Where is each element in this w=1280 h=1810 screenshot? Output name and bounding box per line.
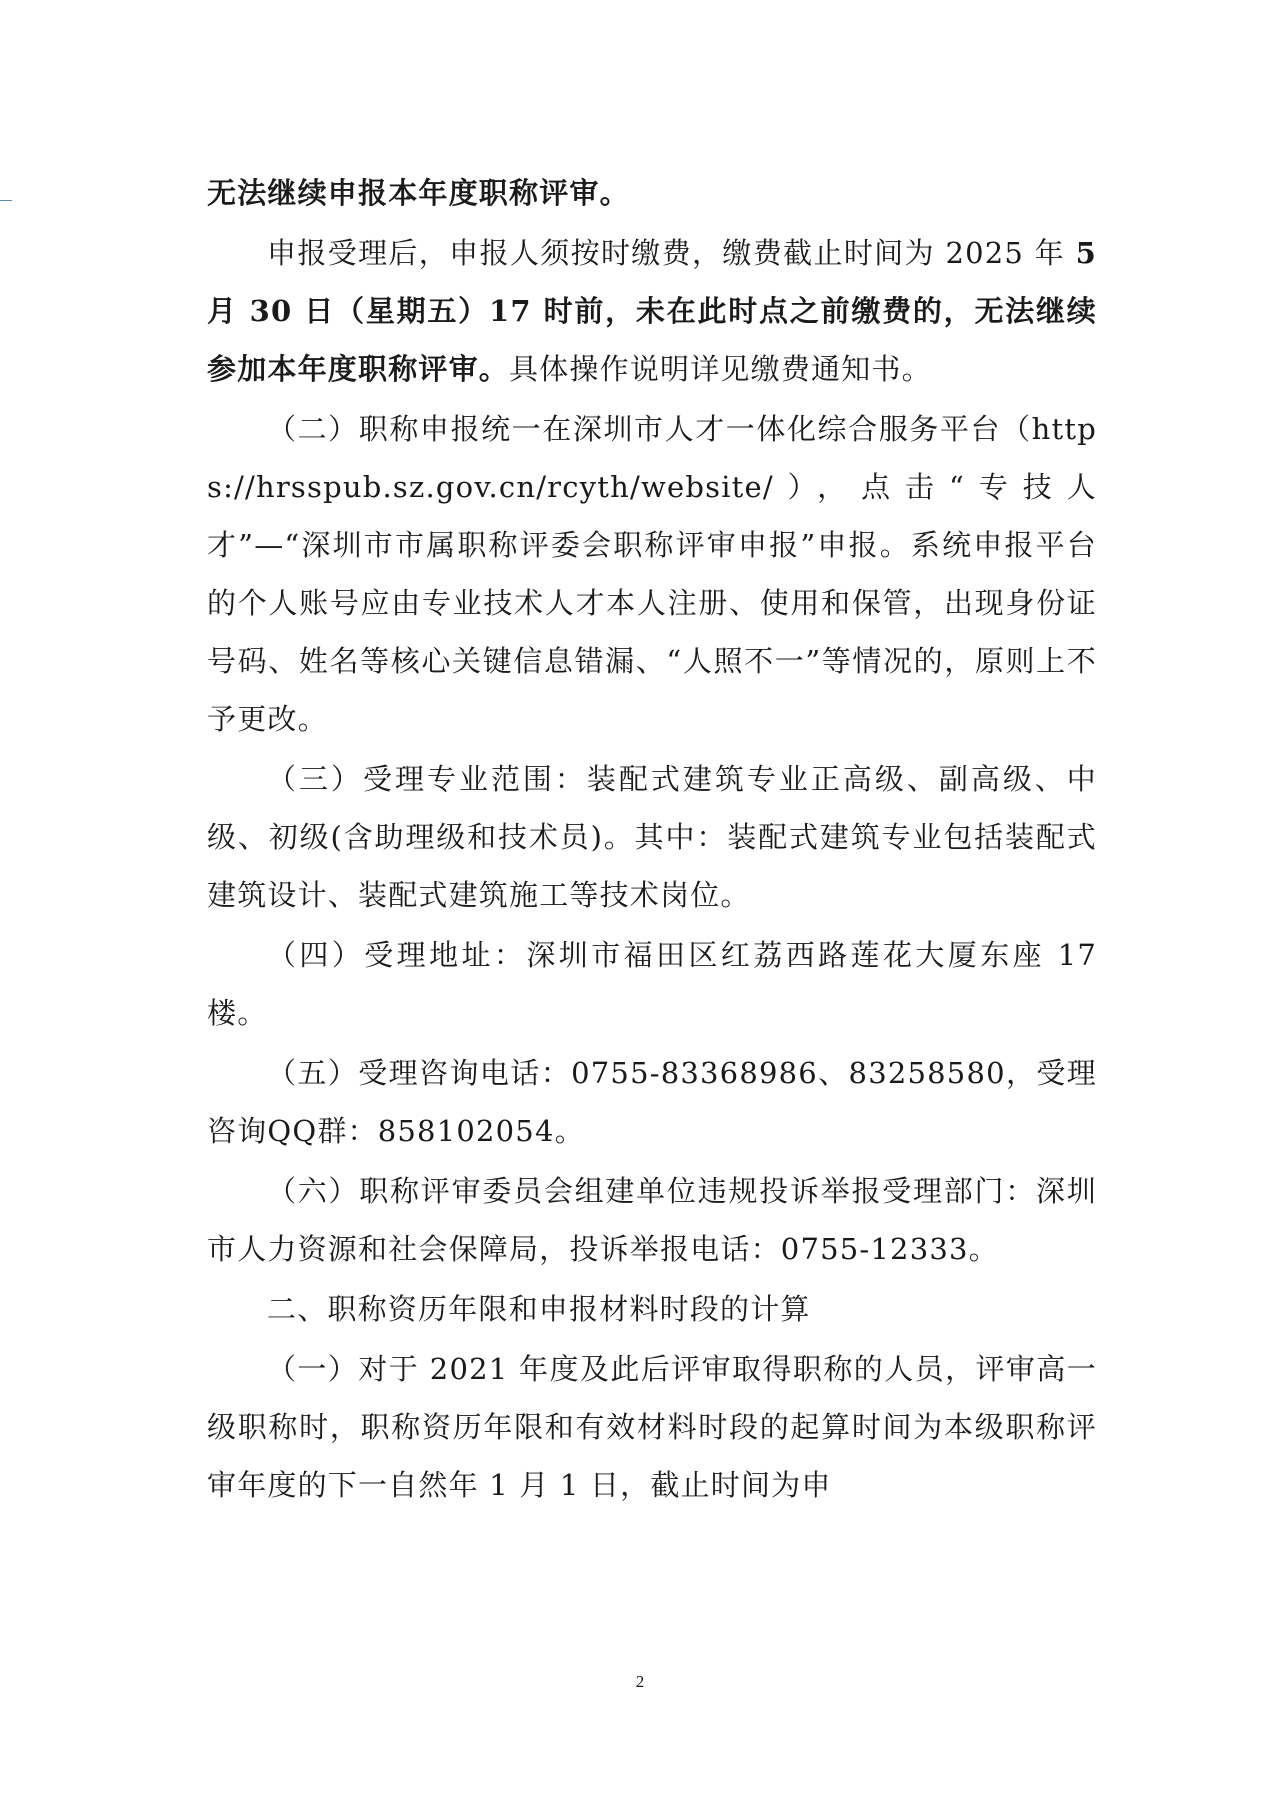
- payment-text-1: 申报受理后，申报人须按时缴费，缴费截止时间为 2025 年: [267, 236, 1076, 270]
- paragraph-phone: （五）受理咨询电话：0755-83368986、83258580，受理咨询QQ群：858102054。: [207, 1056, 1097, 1148]
- paragraph-0: [207, 164, 1097, 222]
- paragraph-address: （四）受理地址：深圳市福田区红荔西路莲花大厦东座 17 楼。: [207, 938, 1097, 1030]
- section-heading: 二、职称资历年限和申报材料时段的计算: [267, 1292, 811, 1326]
- bold-text: 无法继续申报本年度职称评审。: [207, 176, 630, 210]
- paragraph-calculation: （一）对于 2021 年度及此后评审取得职称的人员，评审高一级职称时，职称资历年限和有效材料时段的起算时间为本级职称评审年度的下一自然年 1 月 1 日，截止时间为申: [207, 1352, 1097, 1502]
- paragraph-scope: （三）受理专业范围：装配式建筑专业正高级、副高级、中级、初级(含助理级和技术员)。其中：装配式建筑专业包括装配式建筑设计、装配式建筑施工等技术岗位。: [207, 762, 1097, 912]
- paragraph-complaint: （六）职称评审委员会组建单位违规投诉举报受理部门：深圳市人力资源和社会保障局，投诉举报电话：0755-12333。: [207, 1174, 1097, 1266]
- page-number: 2: [635, 1672, 645, 1691]
- document-body: [207, 164, 1097, 1514]
- paragraph-payment: [207, 224, 1097, 398]
- payment-text-2: 具体操作说明详见缴费通知书。: [509, 352, 932, 386]
- scan-edge-mark: [0, 200, 12, 201]
- paragraph-platform: （二）职称申报统一在深圳市人才一体化综合服务平台（https://hrsspub.sz.gov.cn/rcyth/website/），点击“专技人才”—“深圳市市属职称评委会职称评审申报”申报。系统申报平台的个人账号应由专业技术人才本人注册、使用和保管，出现身份证号码、姓名等核心关键信息错漏、“人照不一”等情况的，原则上不予更改。: [207, 412, 1097, 736]
- payment-deadline-bold: 5 月 30 日（星期五）17 时前，未在此时点之前缴费的，无法继续参加本年度职称评审。: [207, 236, 1097, 386]
